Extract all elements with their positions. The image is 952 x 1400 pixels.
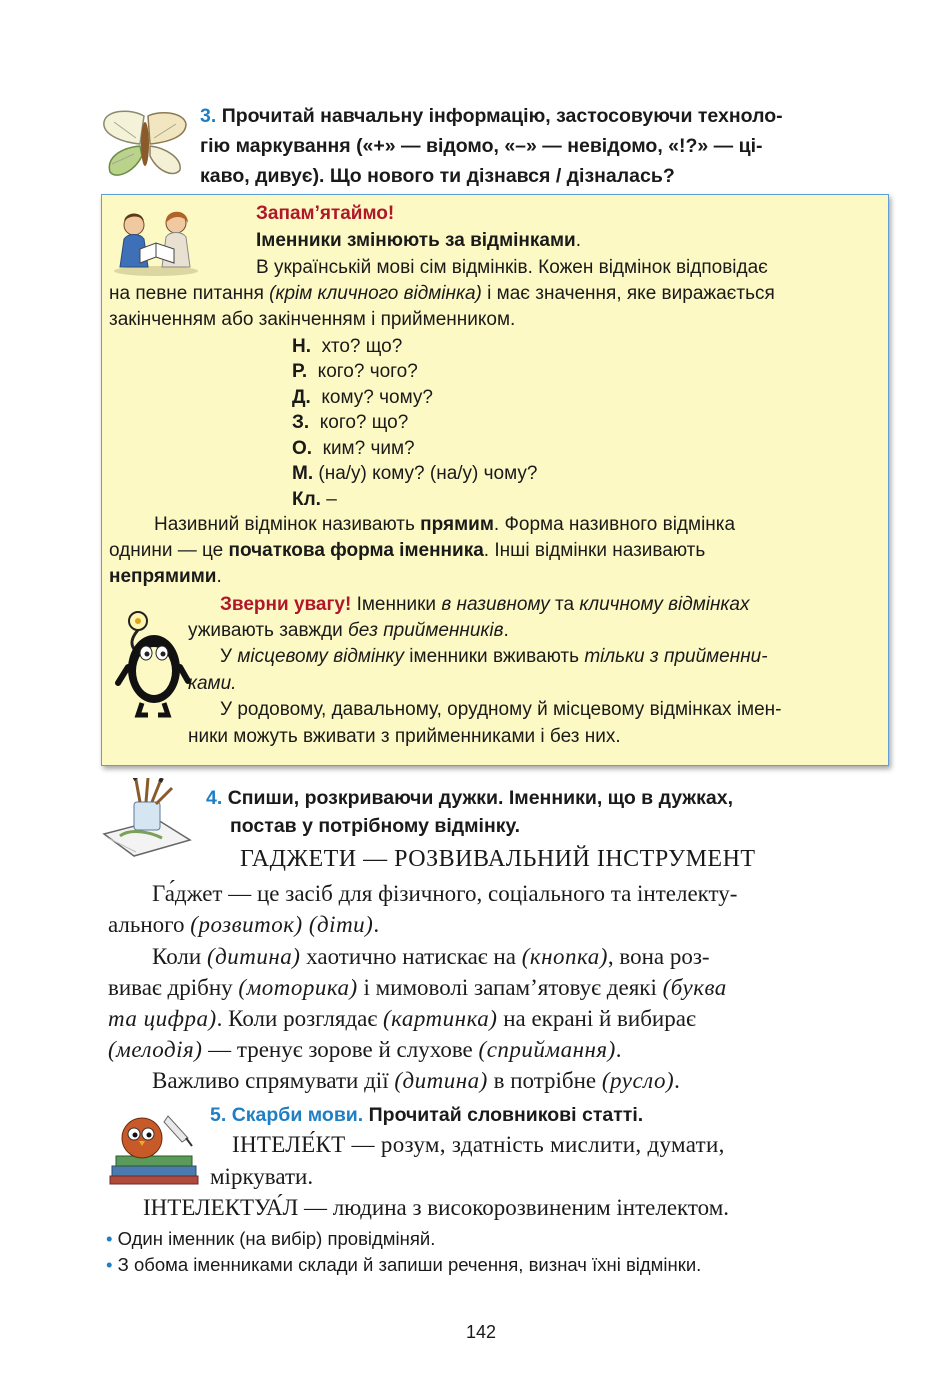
case-row: З. кого? що? [292,412,409,433]
text-line: виває дрібну (моторика) і мимоволі запам’ятовує деякі (буква [108,975,727,1000]
text-line: (мелодія) — тренує зорове й слухове (сприймання). [108,1037,622,1062]
rule-paragraph-line: В українській мові сім відмінків. Кожен відмінок відповідає [256,257,768,278]
dictionary-entry: ІНТЕЛЕ́КТ — розум, здатність мислити, думати, [232,1132,725,1157]
reading-kids-icon [110,205,202,277]
task-4-number: 4. [206,787,223,809]
attention-line: ками. [188,673,237,694]
case-row: Д. кому? чому? [292,387,433,408]
rule-paragraph-line: закінченням або закінченням і прийменником. [109,309,516,330]
case-row: Р. кого? чого? [292,361,418,382]
task-3-line: каво, дивує). Що нового ти дізнався / дізналась? [200,165,675,187]
rule-subheading: Іменники змінюють за відмінками [256,230,576,251]
rule-paragraph-line: однини — це початкова форма іменника. Інші відмінки називають [109,540,706,561]
case-row: М. (на/у) кому? (на/у) чому? [292,463,538,484]
paint-brushes-icon [100,778,192,858]
attention-line: Зверни увагу! Іменники в називному та кличному відмінках [220,594,750,615]
attention-line: уживають завжди без прийменників. [188,620,509,641]
task-5-label: Скарби мови. [231,1104,364,1126]
task-5: 5. Скарби мови. Прочитай словникові статті. [210,1104,644,1126]
rule-heading: Запам’ятаймо! [256,203,395,224]
dictionary-entry: ІНТЕЛЕКТУА́Л — людина з високорозвиненим інтелектом. [143,1195,730,1220]
punctuation: . [575,230,581,251]
case-row: О. ким? чим? [292,438,415,459]
bullet-item: • З обома іменниками склади й запиши речення, визнач їхні відмінки. [106,1254,702,1275]
task-3-line: гію маркування («+» — відомо, «–» — невідомо, «!?» — ці- [200,135,763,157]
butterfly-icon [100,108,190,180]
attention-line: ники можуть вживати з прийменниками і без них. [188,726,621,747]
rule-paragraph-line: Називний відмінок називають прямим. Форма називного відмінка [154,514,736,535]
attention-label: Зверни увагу! [220,594,352,615]
thinking-mascot-icon [112,607,192,719]
task-3-line: Прочитай навчальну інформацію, застосовуючи техноло- [221,105,783,127]
task-3 [200,101,880,191]
rule-paragraph-line: на певне питання (крім кличного відмінка) і має значення, яке виражається [109,283,775,304]
attention-line: У місцевому відмінку іменники вживають тільки з прийменни- [220,646,768,667]
rule-box [101,194,889,766]
text-line: та цифра). Коли розглядає (картинка) на екрані й вибирає [108,1006,696,1031]
bullet-item: • Один іменник (на вибір) провідміняй. [106,1228,436,1249]
page-number: 142 [466,1322,497,1342]
text-line: Коли (дитина) хаотично натискає на (кнопка), вона роз- [152,944,710,969]
text-line: ального (розвиток) (діти). [108,912,380,937]
text-title: ГАДЖЕТИ — РОЗВИВАЛЬНИЙ ІНСТРУМЕНТ [240,846,756,872]
owl-books-icon [108,1108,202,1188]
task-4: 4. Спиши, розкриваючи дужки. Іменники, що в дужках, постав у потрібному відмінку. [206,787,733,837]
attention-line: У родовому, давальному, орудному й місцевому відмінках імен- [220,699,782,720]
dictionary-entry: міркувати. [210,1164,314,1189]
case-row: Н. хто? що? [292,336,403,357]
text-line: Га́джет — це засіб для фізичного, соціального та інтелекту- [152,881,738,906]
rule-paragraph-line: непрямими. [109,566,222,587]
case-row: Кл. – [292,489,337,510]
task-3-number: 3. [200,105,217,127]
task-5-number: 5. [210,1104,227,1126]
text-line: Важливо спрямувати дії (дитина) в потрібне (русло). [152,1068,680,1093]
